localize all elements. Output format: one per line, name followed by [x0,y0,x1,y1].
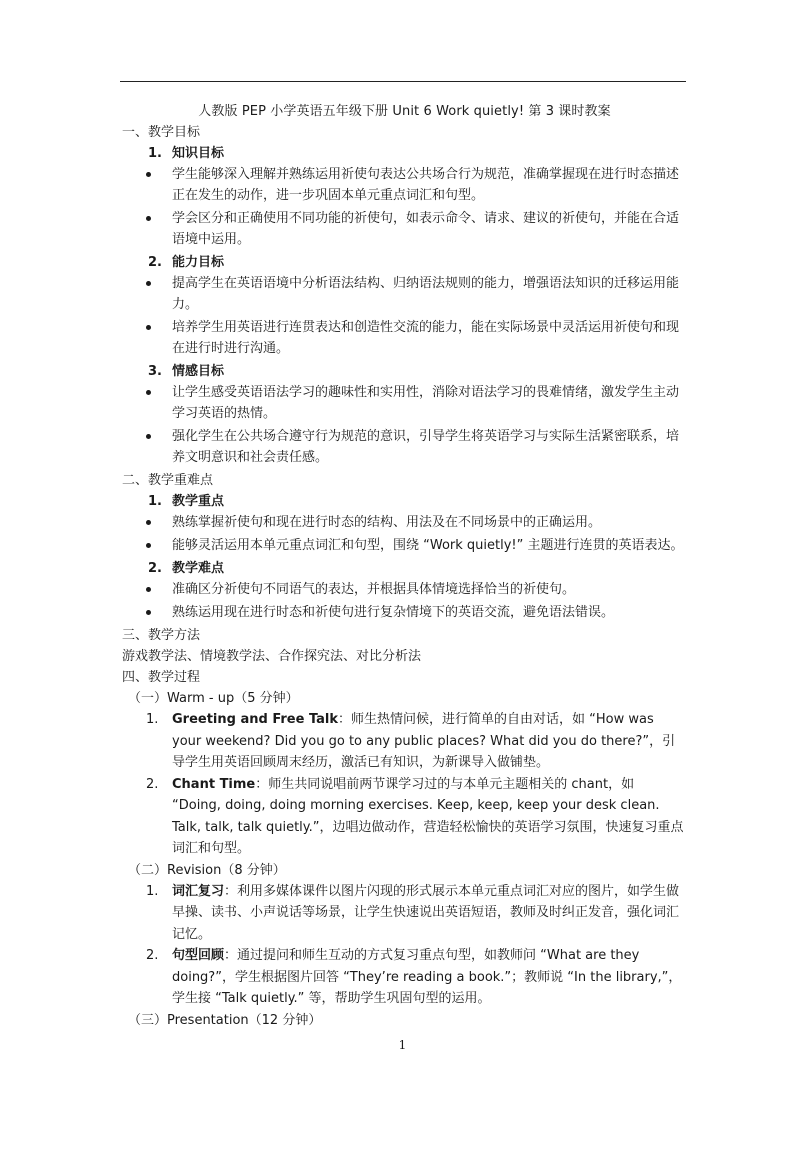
list-item [122,774,687,860]
item-text: ：师生热情问候，进行简单的自由对话，如 “How was your weekend? Did you go to any public places? What did you do there?”，引导学生用英语回顾周末经历，激活已有知识，为新课导入做铺垫。 [172,712,676,770]
item-label: 句型回顾 [172,948,225,963]
document-body [122,101,687,1031]
list-item-text: 熟练运用现在进行时态和祈使句进行复杂情境下的英语交流，避免语法错误。 [172,605,615,620]
list-item-text: 能够灵活运用本单元重点词汇和句型，围绕 “Work quietly!” 主题进行连贯的英语表达。 [172,538,684,553]
list-item-text: 学会区分和正确使用不同功能的祈使句，如表示命令、请求、建议的祈使句，并能在合适语境中运用。 [172,211,680,247]
list-item [122,579,687,600]
item-text: ：通过提问和师生互动的方式复习重点句型，如教师问 “What are they doing?”，学生根据图片回答 “They’re reading a book.”；教师说 “In the library,”，学生接 “Talk quietly.” 等，帮助学生巩固句型的运用。 [172,948,682,1006]
item-text: ：利用多媒体课件以图片闪现的形式展示本单元重点词汇对应的图片，如学生做早操、读书、小声说话等场景，让学生快速说出英语短语，教师及时纠正发音，强化词汇记忆。 [172,883,680,942]
list-item [122,273,687,315]
list-item [122,208,687,250]
ability-list [122,273,687,359]
subheading-number: 1. [148,494,162,509]
bullet-icon [146,325,151,330]
knowledge-list [122,164,687,250]
subheading-emotion [148,361,687,382]
subheading-label: 能力目标 [172,255,225,270]
subheading-number: 1. [148,146,162,161]
bullet-icon [146,543,151,548]
subheading-knowledge [148,143,687,164]
subheading-number: 3. [148,364,162,379]
focus-list [122,512,687,556]
subheading-focus [148,491,687,512]
section-heading-key-points: 二、教学重难点 [122,473,214,488]
list-item-text: 提高学生在英语语境中分析语法结构、归纳语法规则的能力，增强语法知识的迁移运用能力。 [172,276,680,312]
list-item [122,709,687,774]
document-title: 人教版 PEP 小学英语五年级下册 Unit 6 Work quietly! 第 3 课时教案 [198,104,611,119]
list-item-text: 培养学生用英语进行连贯表达和创造性交流的能力，能在实际场景中灵活运用祈使句和现在进行时进行沟通。 [172,320,680,356]
bullet-icon [146,390,151,395]
list-item [122,317,687,359]
item-number: 1. [146,712,159,727]
subheading-number: 2. [148,561,162,576]
phase-heading-revision: （二）Revision（8 分钟） [128,862,286,878]
list-item-text: 熟练掌握祈使句和现在进行时态的结构、用法及在不同场景中的正确运用。 [172,515,602,530]
phase-heading-presentation: （三）Presentation（12 分钟） [128,1012,322,1028]
phase-heading-warmup: （一）Warm - up（5 分钟） [128,691,299,706]
subheading-label: 知识目标 [172,146,225,161]
revision-list [122,881,687,1010]
list-item [122,881,687,946]
emotion-list [122,382,687,468]
list-item [122,512,687,533]
methods-text: 游戏教学法、情境教学法、合作探究法、对比分析法 [122,649,422,664]
bullet-icon [146,520,151,525]
difficulty-list [122,579,687,623]
list-item [122,602,687,623]
item-label: Greeting and Free Talk [172,712,339,727]
page-number: 1 [398,1038,407,1052]
warmup-list [122,709,687,860]
bullet-icon [146,434,151,439]
list-item-text: 准确区分祈使句不同语气的表达，并根据具体情境选择恰当的祈使句。 [172,582,576,597]
item-number: 2. [146,776,159,792]
list-item-text: 学生能够深入理解并熟练运用祈使句表达公共场合行为规范，准确掌握现在进行时态描述正在发生的动作，进一步巩固本单元重点词汇和句型。 [172,167,680,203]
subheading-number: 2. [148,255,162,270]
section-heading-process: 四、教学过程 [122,670,201,685]
item-number: 2. [146,948,159,963]
bullet-icon [146,172,151,177]
subheading-ability [148,252,687,273]
list-item-text: 强化学生在公共场合遵守行为规范的意识，引导学生将英语学习与实际生活紧密联系，培养文明意识和社会责任感。 [172,429,680,465]
list-item-text: 让学生感受英语语法学习的趣味性和实用性，消除对语法学习的畏难情绪，激发学生主动学习英语的热情。 [172,385,680,421]
list-item [122,535,687,556]
item-label: 词汇复习 [172,883,225,899]
bullet-icon [146,610,151,615]
bullet-icon [146,216,151,221]
bullet-icon [146,587,151,592]
subheading-difficulty [148,558,687,579]
item-label: Chant Time [172,776,256,792]
bullet-icon [146,281,151,286]
list-item [122,382,687,424]
list-item [122,164,687,206]
subheading-label: 教学重点 [172,494,225,509]
header-rule [120,81,686,82]
subheading-label: 情感目标 [172,364,225,379]
item-text: ：师生共同说唱前两节课学习过的与本单元主题相关的 chant，如 “Doing, doing, doing morning exercises. Keep, keep, keep your desk clean. Talk, talk, talk quietly.”，边唱边做动作，营造轻松愉快的英语学习氛围，快速复习重点词汇和句型。 [172,776,684,856]
list-item [122,426,687,468]
section-heading-methods: 三、教学方法 [122,628,201,643]
section-heading-objectives: 一、教学目标 [122,125,201,140]
item-number: 1. [146,883,159,899]
list-item [122,945,687,1010]
subheading-label: 教学难点 [172,561,225,576]
